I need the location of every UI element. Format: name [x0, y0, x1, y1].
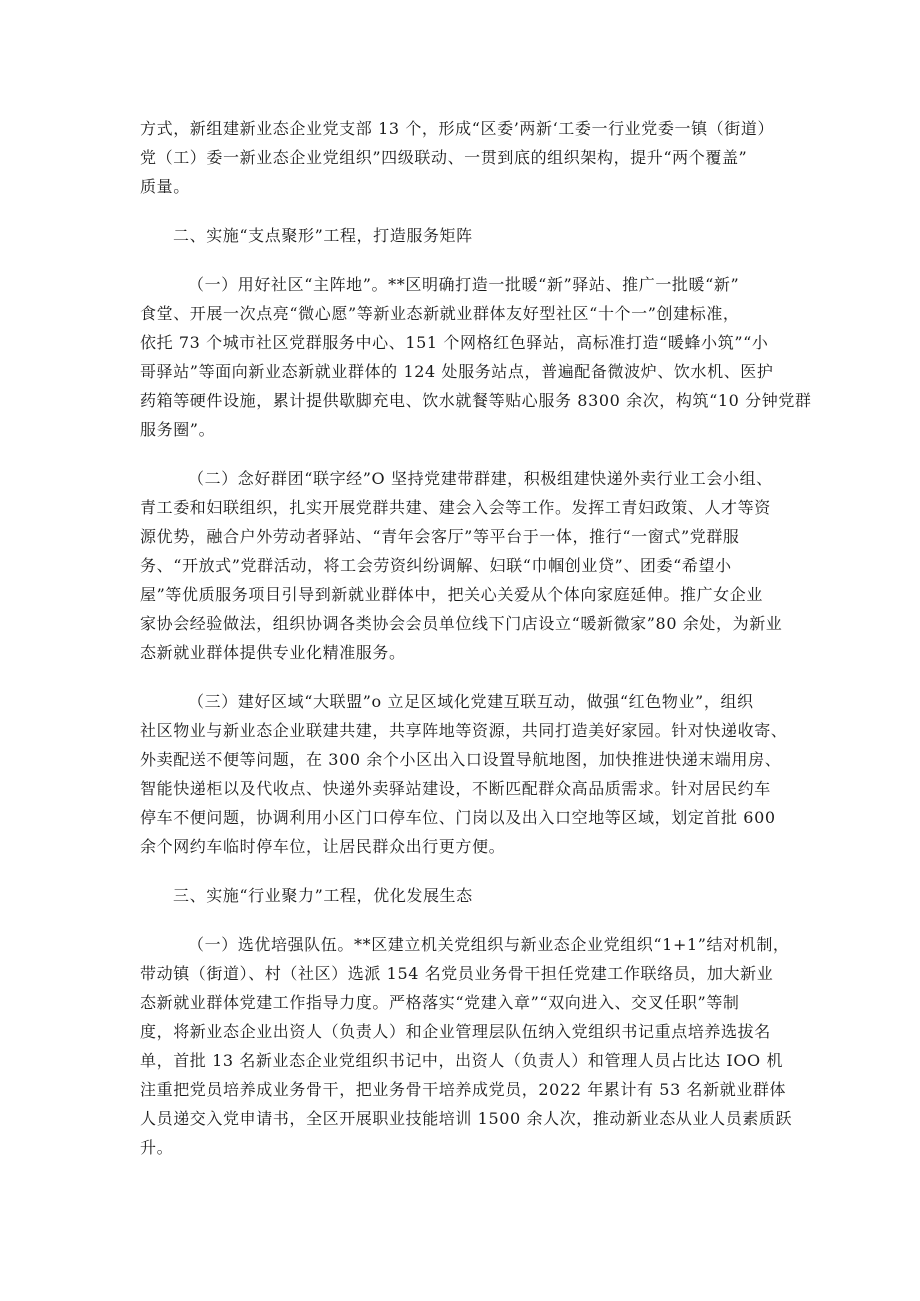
section2-paragraph-2 — [140, 464, 920, 667]
text-line: 家协会经验做法，组织协调各类协会会员单位线下门店设立“暖新微家”80 余处，为新业 — [140, 614, 783, 633]
text-line: 屋”等优质服务项目引导到新就业群体中，把关心关爱从个体向家庭延伸。推广女企业 — [140, 585, 763, 604]
text-line: 外卖配送不便等问题，在 300 余个小区出入口设置导航地图，加快推进快递末端用房、 — [140, 750, 782, 769]
text-line: 依托 73 个城市社区党群服务中心、151 个网格红色驿站，高标准打造“暖蜂小筑”“小 — [140, 333, 769, 352]
intro-paragraph — [140, 114, 920, 201]
text-line: 党（工）委一新业态企业党组织”四级联动、一贯到底的组织架构，提升“两个覆盖” — [140, 148, 748, 167]
text-line: （一）选优培强队伍。**区建立机关党组织与新业态企业党组织“1+1”结对机制， — [188, 935, 790, 954]
section3-paragraph-1 — [140, 930, 920, 1162]
text-line: 带动镇（街道）、村（社区）选派 154 名党员业务骨干担任党建工作联络员，加大新业 — [140, 964, 774, 983]
section-heading-2: 二、实施“支点聚形”工程，打造服务矩阵 — [173, 226, 473, 245]
section-heading-3: 三、实施“行业聚力”工程，优化发展生态 — [173, 886, 473, 905]
text-line: 升。 — [140, 1138, 174, 1157]
text-line: 药箱等硬件设施，累计提供歇脚充电、饮水就餐等贴心服务 8300 余次，构筑“10 分钟党群 — [140, 391, 812, 410]
text-line: 方式，新组建新业态企业党支部 13 个，形成“区委’两新‘工委一行业党委一镇（街道） — [140, 119, 775, 138]
text-line: 度，将新业态企业出资人（负责人）和企业管理层队伍纳入党组织书记重点培养选拔名 — [140, 1022, 771, 1041]
text-line: 态新就业群体提供专业化精准服务。 — [140, 643, 406, 662]
text-line: （二）念好群团“联字经”O 坚持党建带群建，积极组建快递外卖行业工会小组、 — [188, 469, 773, 488]
text-line: 源优势，融合户外劳动者驿站、“青年会客厅”等平台于一体，推行“一窗式”党群服 — [140, 527, 740, 546]
text-line: 务、“开放式”党群活动，将工会劳资纠纷调解、妇联“巾帼创业贷”、团委“希望小 — [140, 556, 732, 575]
text-line: 哥驿站”等面向新业态新就业群体的 124 处服务站点，普遍配备微波炉、饮水机、医护 — [140, 362, 774, 381]
text-line: 态新就业群体党建工作指导力度。严格落实“党建入章”“双向进入、交叉任职”等制 — [140, 993, 740, 1012]
text-line: 注重把党员培养成业务骨干，把业务骨干培养成党员，2022 年累计有 53 名新就业群体 — [140, 1080, 787, 1099]
section2-paragraph-3 — [140, 687, 920, 861]
text-line: 单，首批 13 名新业态企业党组织书记中，出资人（负责人）和管理人员占比达 IOO 机 — [140, 1051, 784, 1070]
section2-paragraph-1 — [140, 270, 920, 444]
text-line: （三）建好区域“大联盟”o 立足区域化党建互联互动，做强“红色物业”，组织 — [188, 692, 754, 711]
text-line: 余个网约车临时停车位，让居民群众出行更方便。 — [140, 837, 506, 856]
text-line: 智能快递柜以及代收点、快递外卖驿站建设，不断匹配群众高品质需求。针对居民约车 — [140, 779, 771, 798]
text-line: 食堂、开展一次点亮“微心愿”等新业态新就业群体友好型社区“十个一”创建标准， — [140, 304, 740, 323]
text-line: 质量。 — [140, 177, 190, 196]
text-line: 人员递交入党申请书，全区开展职业技能培训 1500 余人次，推动新业态从业人员素质跃 — [140, 1109, 793, 1128]
text-line: （一）用好社区“主阵地”。**区明确打造一批暖“新”驿站、推广一批暖“新” — [188, 275, 740, 294]
text-line: 青工委和妇联组织，扎实开展党群共建、建会入会等工作。发挥工青妇政策、人才等资 — [140, 498, 771, 517]
text-line: 社区物业与新业态企业联建共建，共享阵地等资源，共同打造美好家园。针对快递收寄、 — [140, 721, 788, 740]
text-line: 服务圈”。 — [140, 420, 216, 439]
text-line: 停车不便问题，协调利用小区门口停车位、门岗以及出入口空地等区域，划定首批 600 — [140, 808, 776, 827]
